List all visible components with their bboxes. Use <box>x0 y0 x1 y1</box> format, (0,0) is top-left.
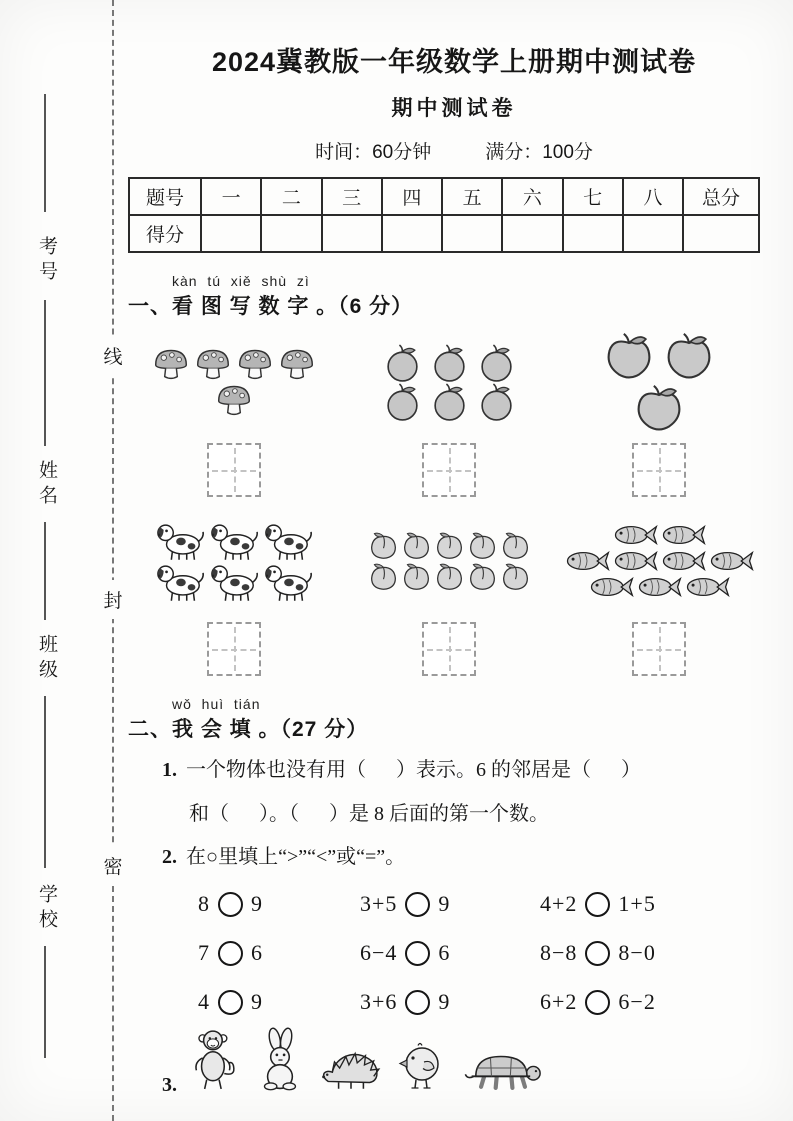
comparison-item <box>360 989 540 1015</box>
exam-number-fill-line[interactable] <box>44 300 46 446</box>
comparison-circle[interactable] <box>218 892 243 917</box>
exam-number-label: 考号 <box>36 236 57 286</box>
mushroom-icon <box>237 346 273 382</box>
student-name-fill-line[interactable] <box>44 522 46 620</box>
comparison-right: 9 <box>251 891 263 916</box>
dog-icon <box>209 561 259 602</box>
student-name-label: 姓名 <box>36 460 57 510</box>
answer-box-peaches[interactable] <box>422 622 476 676</box>
mushroom-icon <box>153 346 189 382</box>
comparison-circle[interactable] <box>585 990 610 1015</box>
seal-dashed-line <box>112 0 114 1121</box>
comparison-grid <box>198 891 780 1015</box>
comparison-circle[interactable] <box>405 941 430 966</box>
animal-pictures-row <box>190 1027 546 1091</box>
score-table-header-row <box>129 178 759 215</box>
persimmon-icon <box>382 381 423 422</box>
fish-icon <box>611 548 659 574</box>
peach-icon <box>467 561 498 592</box>
fish-icon <box>659 548 707 574</box>
count-group-peaches <box>340 509 558 676</box>
section-2 <box>128 696 780 743</box>
peach-icon <box>401 530 432 561</box>
peach-icon <box>500 530 531 561</box>
comparison-item <box>360 891 540 917</box>
count-group-dogs <box>128 509 340 676</box>
comparison-circle[interactable] <box>405 892 430 917</box>
section-1-pinyin: kàn tú xiě shù zì <box>172 273 310 289</box>
question-1-text-2: 和（ ）。（ ）是 8 后面的第一个数。 <box>189 803 549 825</box>
comparison-right: 6−2 <box>618 989 656 1014</box>
total-score-header: 总分 <box>683 178 759 215</box>
answer-box-mushrooms[interactable] <box>207 443 261 497</box>
score-cell[interactable] <box>442 215 502 252</box>
dog-icon <box>209 520 259 561</box>
count-group-fish <box>558 509 760 676</box>
comparison-item <box>198 989 360 1015</box>
page-title: 2024冀教版一年级数学上册期中测试卷 <box>211 47 697 77</box>
score-cell[interactable] <box>563 215 623 252</box>
main-content <box>128 0 780 1101</box>
score-table-score-row <box>129 215 759 252</box>
answer-box-fish[interactable] <box>632 622 686 676</box>
section-1-heading: 一、看 图 写 数 字 。（6 分） <box>128 295 414 318</box>
comparison-circle[interactable] <box>585 941 610 966</box>
column-header: 八 <box>623 178 683 215</box>
comparison-circle[interactable] <box>585 892 610 917</box>
column-header: 二 <box>261 178 321 215</box>
dog-icon <box>263 520 313 561</box>
score-cell[interactable] <box>502 215 562 252</box>
apple-icon <box>663 330 715 382</box>
score-cell[interactable] <box>261 215 321 252</box>
score-row-label: 得分 <box>129 215 201 252</box>
comparison-left: 4+2 <box>540 891 578 916</box>
section-2-heading: 二、我 会 填 。（27 分） <box>128 718 369 741</box>
persimmon-pictures <box>379 330 520 434</box>
mushroom-icon <box>195 346 231 382</box>
question-2-prompt-line <box>128 842 780 873</box>
dog-icon <box>263 561 313 602</box>
fish-pictures <box>563 509 755 613</box>
peach-icon <box>368 561 399 592</box>
mushroom-icon <box>279 346 315 382</box>
score-cell[interactable] <box>201 215 261 252</box>
comparison-left: 6−4 <box>360 940 398 965</box>
turtle-icon <box>460 1045 546 1091</box>
section-2-pinyin: wǒ huì tián <box>172 696 261 712</box>
answer-box-persimmons[interactable] <box>422 443 476 497</box>
section-1 <box>128 273 780 320</box>
fish-icon <box>587 574 635 600</box>
column-header: 四 <box>382 178 442 215</box>
comparison-right: 9 <box>438 989 451 1014</box>
school-fill-line[interactable] <box>44 946 46 1058</box>
comparison-right: 9 <box>438 891 451 916</box>
question-1-number: 1. <box>162 759 177 781</box>
apple-icon <box>603 330 655 382</box>
comparison-circle[interactable] <box>405 990 430 1015</box>
persimmon-icon <box>476 342 517 383</box>
column-header: 一 <box>201 178 261 215</box>
question-1-line-2 <box>189 799 780 830</box>
comparison-item <box>360 940 540 966</box>
score-cell[interactable] <box>382 215 442 252</box>
fish-icon <box>611 522 659 548</box>
persimmon-icon <box>382 342 423 383</box>
peach-icon <box>500 561 531 592</box>
seal-char: 封 <box>99 580 127 619</box>
subtitle: 期中测试卷 <box>391 97 517 120</box>
total-score-cell[interactable] <box>683 215 759 252</box>
comparison-item <box>540 940 780 966</box>
fish-icon <box>659 522 707 548</box>
persimmon-icon <box>476 381 517 422</box>
hedgehog-icon <box>320 1043 382 1091</box>
rabbit-icon <box>258 1027 304 1091</box>
comparison-right: 6 <box>438 940 451 965</box>
class-fill-line[interactable] <box>44 696 46 868</box>
comparison-left: 8 <box>198 891 210 916</box>
question-3 <box>128 1027 780 1101</box>
exam-info-line <box>128 137 780 164</box>
comparison-left: 4 <box>198 989 210 1014</box>
answer-box-dogs[interactable] <box>207 622 261 676</box>
question-1-text-1: 一个物体也没有用（ ）表示。6 的邻居是（ ） <box>186 759 641 781</box>
comparison-right: 1+5 <box>618 891 656 916</box>
persimmon-icon <box>429 381 470 422</box>
question-2 <box>128 842 780 1015</box>
full-score-info: 满分：100分 <box>485 142 593 163</box>
comparison-right: 9 <box>251 989 263 1014</box>
fish-icon <box>563 548 611 574</box>
question-1-line-1 <box>128 755 780 786</box>
peach-pictures <box>367 509 532 613</box>
fish-icon <box>707 548 755 574</box>
comparison-left: 8−8 <box>540 940 578 965</box>
dog-icon <box>155 561 205 602</box>
column-header: 七 <box>563 178 623 215</box>
chick-icon <box>398 1037 444 1091</box>
comparison-circle[interactable] <box>218 941 243 966</box>
comparison-item <box>198 891 360 917</box>
fish-icon <box>635 574 683 600</box>
seal-char: 线 <box>99 336 127 375</box>
apple-icon <box>633 382 685 434</box>
dog-pictures <box>153 509 315 613</box>
comparison-item <box>540 989 780 1015</box>
comparison-left: 3+6 <box>360 989 398 1014</box>
school-label: 学校 <box>36 884 57 934</box>
count-group-mushrooms <box>128 330 340 497</box>
class-label: 班级 <box>36 634 57 684</box>
peach-icon <box>467 530 498 561</box>
column-header: 六 <box>502 178 562 215</box>
comparison-left: 6+2 <box>540 989 578 1014</box>
peach-icon <box>434 561 465 592</box>
peach-icon <box>368 530 399 561</box>
question-1 <box>128 755 780 830</box>
apple-pictures <box>599 330 719 434</box>
question-3-number: 3. <box>162 1074 177 1096</box>
fish-icon <box>683 574 731 600</box>
comparison-left: 7 <box>198 940 210 965</box>
monkey-icon <box>190 1027 242 1091</box>
mushroom-pictures <box>150 330 318 434</box>
time-info: 时间：60分钟 <box>315 142 432 163</box>
comparison-item <box>540 891 780 917</box>
comparison-item <box>198 940 360 966</box>
score-cell[interactable] <box>623 215 683 252</box>
question-number-header: 题号 <box>129 178 201 215</box>
comparison-right: 8−0 <box>618 940 656 965</box>
mushroom-icon <box>216 382 252 418</box>
comparison-right: 6 <box>251 940 263 965</box>
margin-fill-line[interactable] <box>44 94 46 212</box>
comparison-circle[interactable] <box>218 990 243 1015</box>
peach-icon <box>434 530 465 561</box>
persimmon-icon <box>429 342 470 383</box>
count-pictures-grid <box>128 330 780 676</box>
score-cell[interactable] <box>322 215 382 252</box>
count-group-persimmons <box>340 330 558 497</box>
question-2-number: 2. <box>162 846 177 868</box>
dog-icon <box>155 520 205 561</box>
count-group-apples <box>558 330 760 497</box>
score-table <box>128 177 760 253</box>
seal-char: 密 <box>99 846 127 885</box>
comparison-left: 3+5 <box>360 891 398 916</box>
column-header: 五 <box>442 178 502 215</box>
question-2-prompt: 在○里填上“>”“<”或“=”。 <box>186 846 406 868</box>
question-3-line <box>128 1027 780 1101</box>
column-header: 三 <box>322 178 382 215</box>
answer-box-apples[interactable] <box>632 443 686 497</box>
peach-icon <box>401 561 432 592</box>
